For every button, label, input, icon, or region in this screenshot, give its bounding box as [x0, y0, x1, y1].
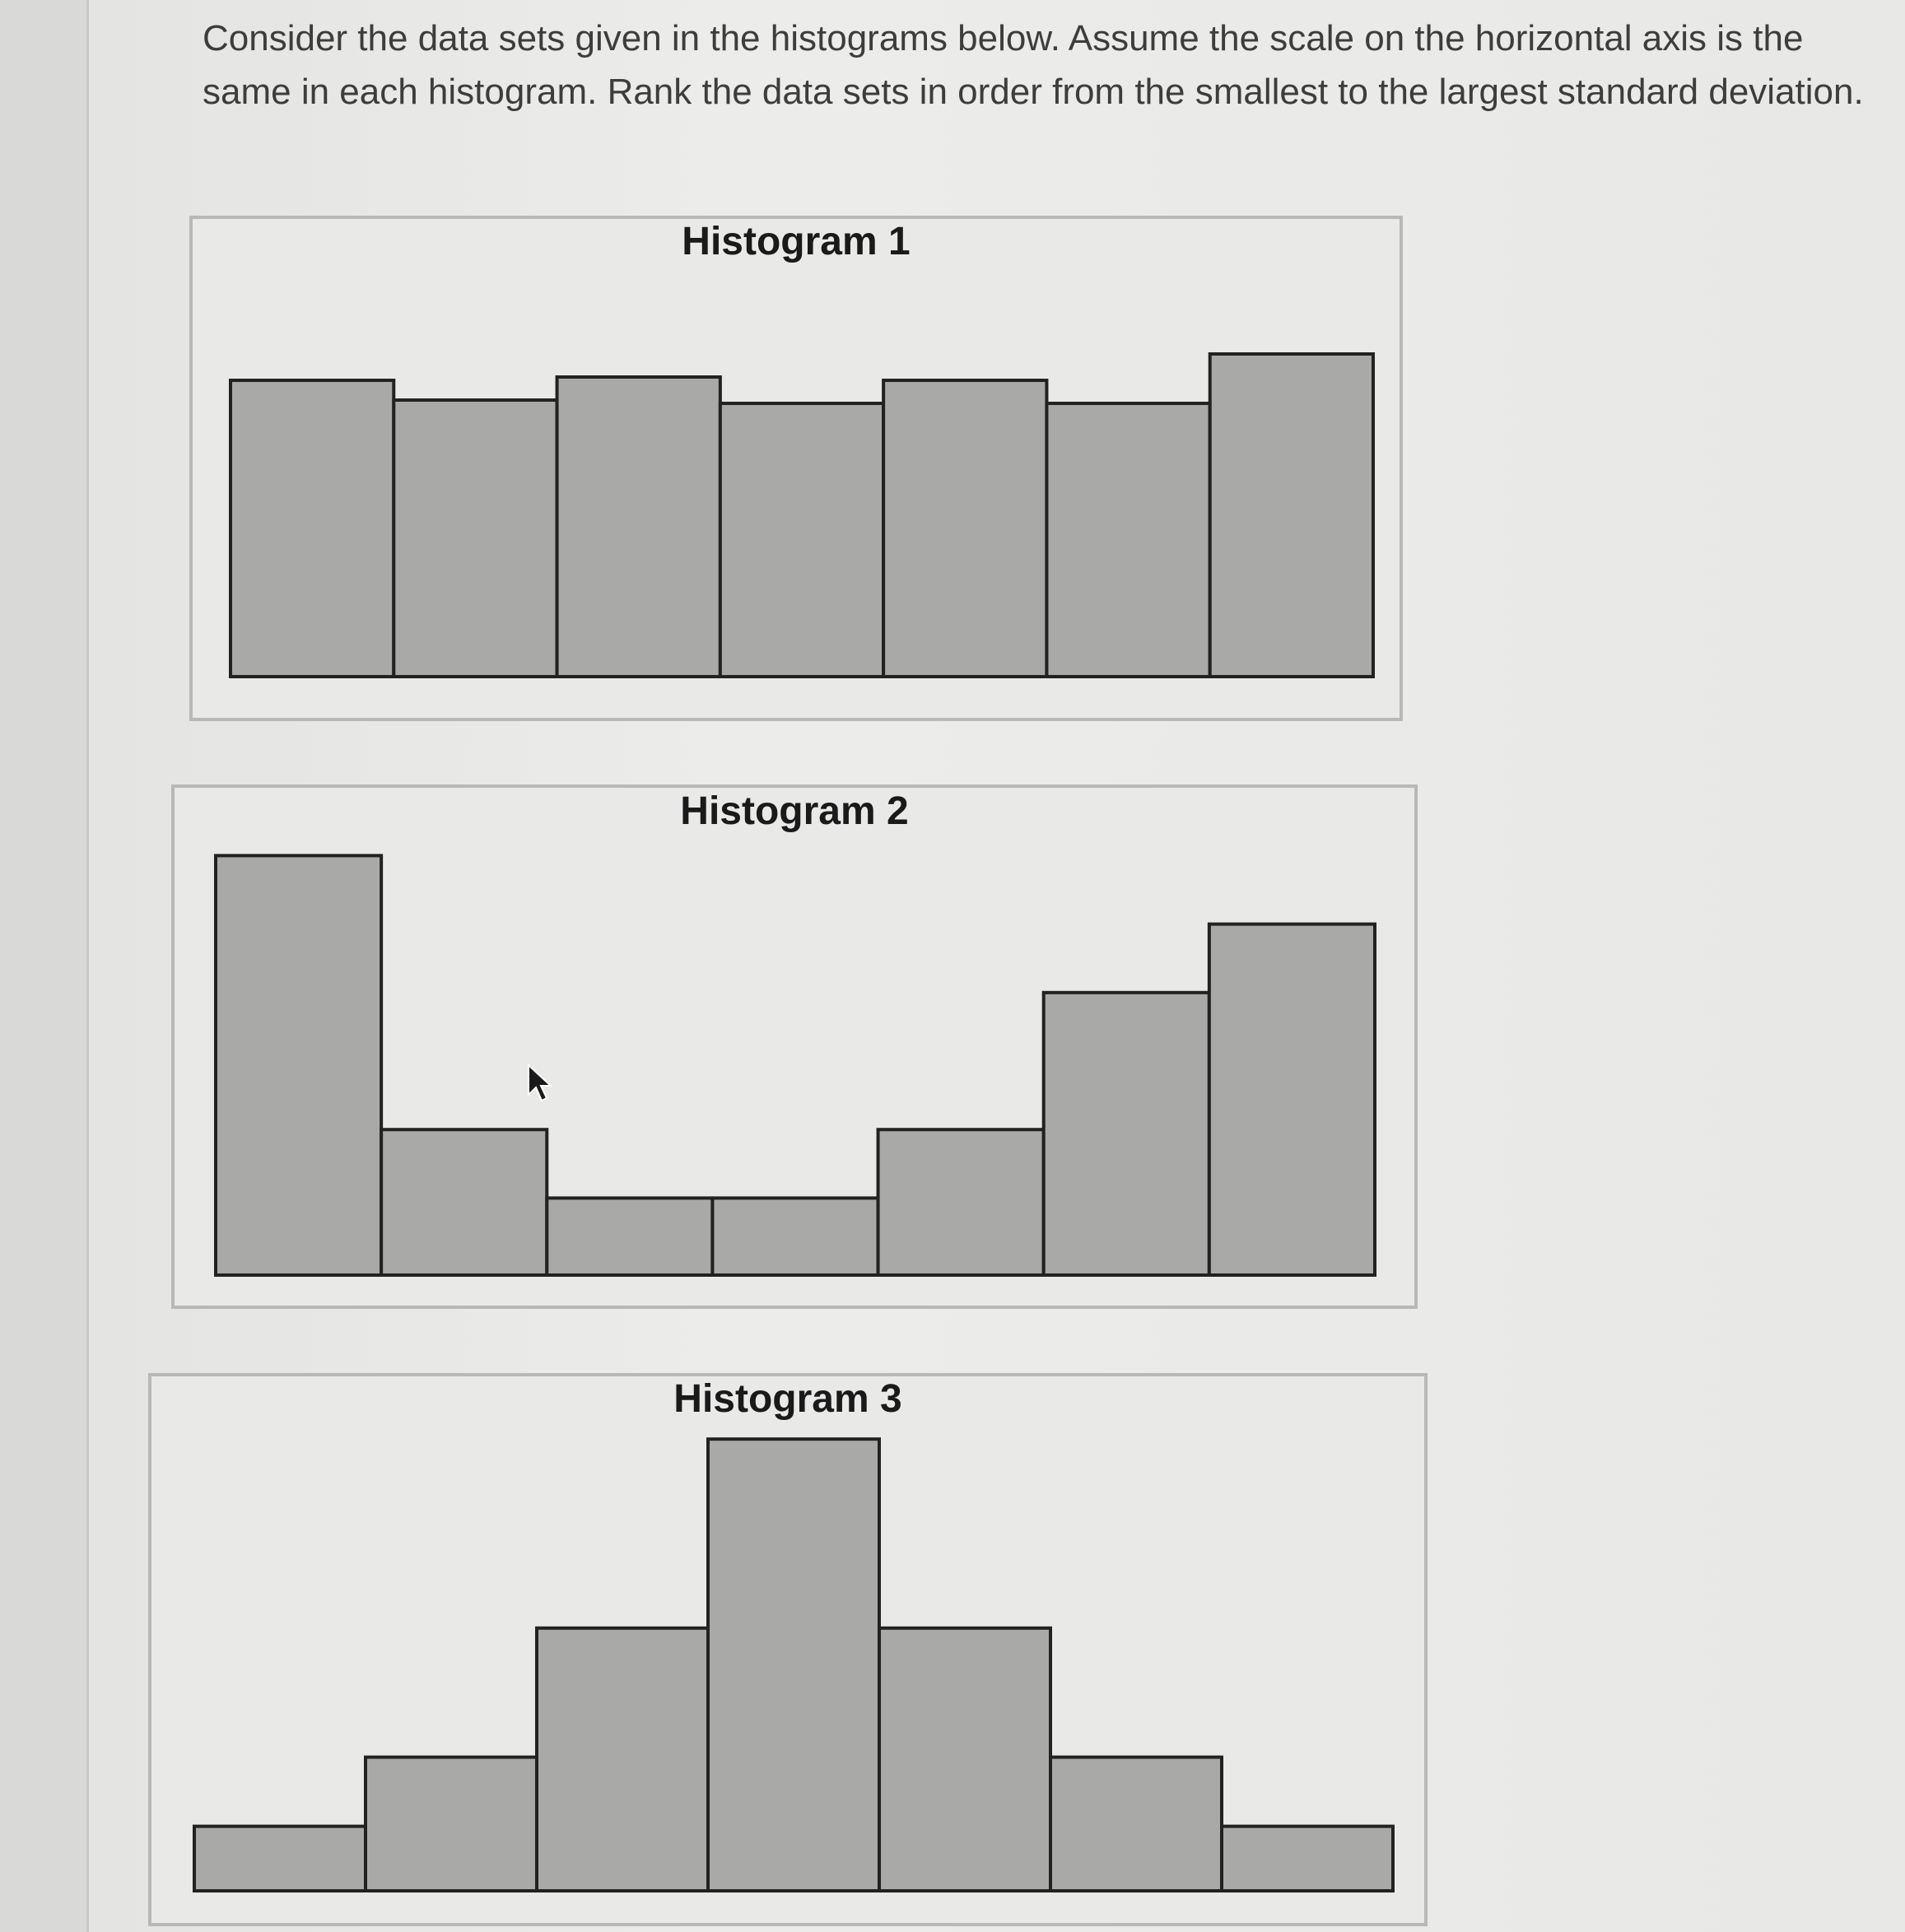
- histogram-1-bar-7: [1210, 354, 1373, 677]
- histogram-2-bar-7: [1209, 924, 1375, 1275]
- arrow-cursor-icon: [527, 1064, 553, 1107]
- histogram-3-panel: [148, 1373, 1428, 1926]
- histogram-1-chart: [193, 219, 1406, 724]
- histogram-3-bar-7: [1222, 1827, 1393, 1891]
- histogram-2-chart: [175, 788, 1421, 1312]
- histogram-1-bar-5: [883, 380, 1046, 677]
- histogram-3-bar-6: [1050, 1757, 1222, 1891]
- histogram-2-bar-1: [216, 855, 381, 1275]
- histogram-1-title: Histogram 1: [682, 220, 911, 263]
- question-text: Consider the data sets given in the histograms below. Assume the scale on the horizontal axis is the same in each histogram. Rank the data sets in order from the smallest to the largest standard deviation.: [203, 18, 1864, 112]
- histogram-1-bar-1: [231, 380, 394, 677]
- histogram-3-title: Histogram 3: [673, 1377, 902, 1421]
- histogram-3-bar-3: [537, 1628, 708, 1891]
- histogram-1-bar-6: [1046, 403, 1209, 677]
- histogram-3-bar-4: [708, 1439, 879, 1891]
- histogram-1-bar-4: [720, 403, 883, 677]
- histogram-1-panel: [189, 216, 1403, 721]
- histogram-1-bar-2: [394, 400, 557, 677]
- histogram-3-bar-5: [879, 1628, 1050, 1891]
- histogram-2-bar-5: [878, 1129, 1044, 1275]
- histogram-3-bar-2: [366, 1757, 537, 1891]
- histogram-3-chart: [151, 1376, 1431, 1930]
- histogram-3-bar-1: [194, 1827, 366, 1891]
- histogram-2-bar-3: [547, 1198, 712, 1275]
- histogram-2-panel: [171, 784, 1418, 1309]
- histogram-2-title: Histogram 2: [680, 789, 909, 833]
- histogram-2-bar-2: [381, 1129, 547, 1275]
- histogram-2-bar-4: [712, 1198, 878, 1275]
- left-gutter: [0, 0, 89, 1932]
- histogram-1-bar-3: [557, 377, 720, 677]
- histogram-2-bar-6: [1044, 993, 1209, 1275]
